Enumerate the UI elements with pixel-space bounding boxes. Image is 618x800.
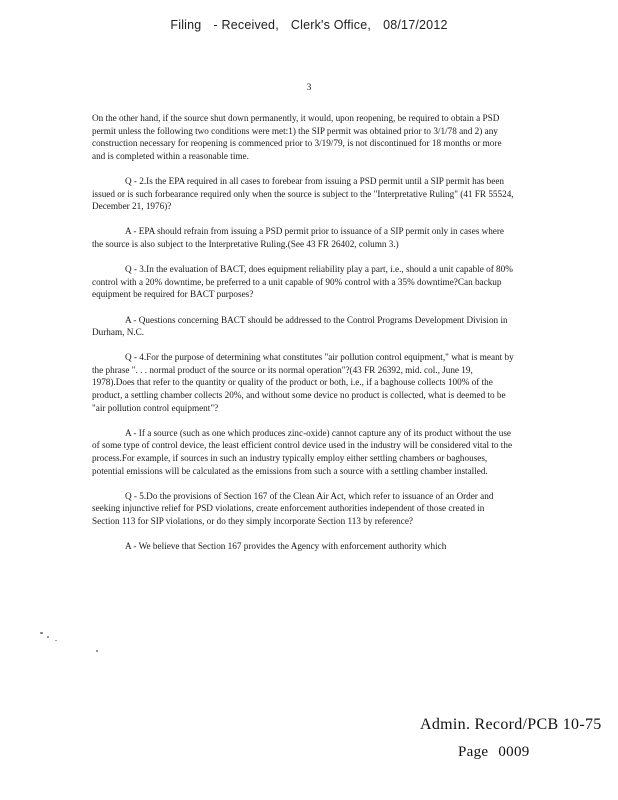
page-label-number: 0009 [498,744,530,760]
header-date: 08/17/2012 [383,18,448,32]
paragraph-a3: A - Questions concerning BACT should be addressed to the Control Programs Development Division in Durham, N.C. [92,314,508,338]
page-number: 3 [306,83,312,93]
paragraph-q3: Q - 3.In the evaluation of BACT, does equipment reliability play a part, i.e., should a unit capable of 80% control with a 20% downtime, be preferred to a unit capable of 90% control with a 35% downtime?Can backup equipment be required for BACT purposes? [92,264,513,300]
filing-stamp-header [0,18,618,32]
paragraph-a5: A - We believe that Section 167 provides the Agency with enforcement authority which [125,541,447,552]
scan-speck [96,650,98,652]
scan-speck [40,632,43,634]
paragraph-q4: Q - 4.For the purpose of determining what constitutes "air pollution control equipment," what is meant by the phrase ". . . normal product of the source or its normal operation"?(43 FR 26392, mid. col., June 19, 1978).Does that refer to the quantity or quality of the product or both, i.e., if a baghouse collects 100% of the product, a settling chamber collects 20%, and without some device no product is collected, what is deemed to be "air pollution control equipment"? [92,352,514,413]
paragraph-q2: Q - 2.Is the EPA required in all cases to forebear from issuing a PSD permit until a SIP permit has been issued or is such forbearance required only when the source is subject to the "Interpretative Ruling" (41 FR 55524, December 21, 1976)? [92,175,514,212]
paragraph-q5: Q - 5.Do the provisions of Section 167 of the Clean Air Act, which refer to issuance of an Order and seeking injunctive relief for PSD violations, create enforcement authorities independent of those created in Section 113 for SIP violations, or do they simply incorporate Section 113 by reference? [92,490,494,526]
header-office: Clerk's Office, [290,18,372,32]
header-received: - Received, [213,18,279,32]
page-label-text: Page [458,744,489,760]
admin-record-label: Admin. Record/PCB 10-75 [420,716,602,733]
scan-speck [55,640,57,641]
document-body [92,112,514,565]
paragraph-a2: A - EPA should refrain from issuing a PSD permit prior to issuance of a SIP permit only in cases where the source is also subject to the Interpretative Ruling.(See 43 FR 26402, column 3.) [92,226,505,249]
header-filing: Filing [170,18,202,32]
record-page-label [458,744,530,761]
scan-speck [47,636,49,638]
paragraph-intro: On the other hand, if the source shut down permanently, it would, upon reopening, be required to obtain a PSD permit unless the following two conditions were met:1) the SIP permit was obtained prior to 3/1/78 and 2) any construction necessary for reopening is commenced prior to 3/19/79, is not discontinued for 18 months or more and is completed within a reasonable time. [92,113,502,161]
paragraph-a4: A - If a source (such as one which produces zinc-oxide) cannot capture any of its product without the use of some type of control device, the least efficient control device used in the industry will be considered vital to the process.For example, if sources in such an industry typically employ either settling chambers or baghouses, potential emissions will be calculated as the emissions from such a source with a settling chamber installed. [92,427,513,476]
